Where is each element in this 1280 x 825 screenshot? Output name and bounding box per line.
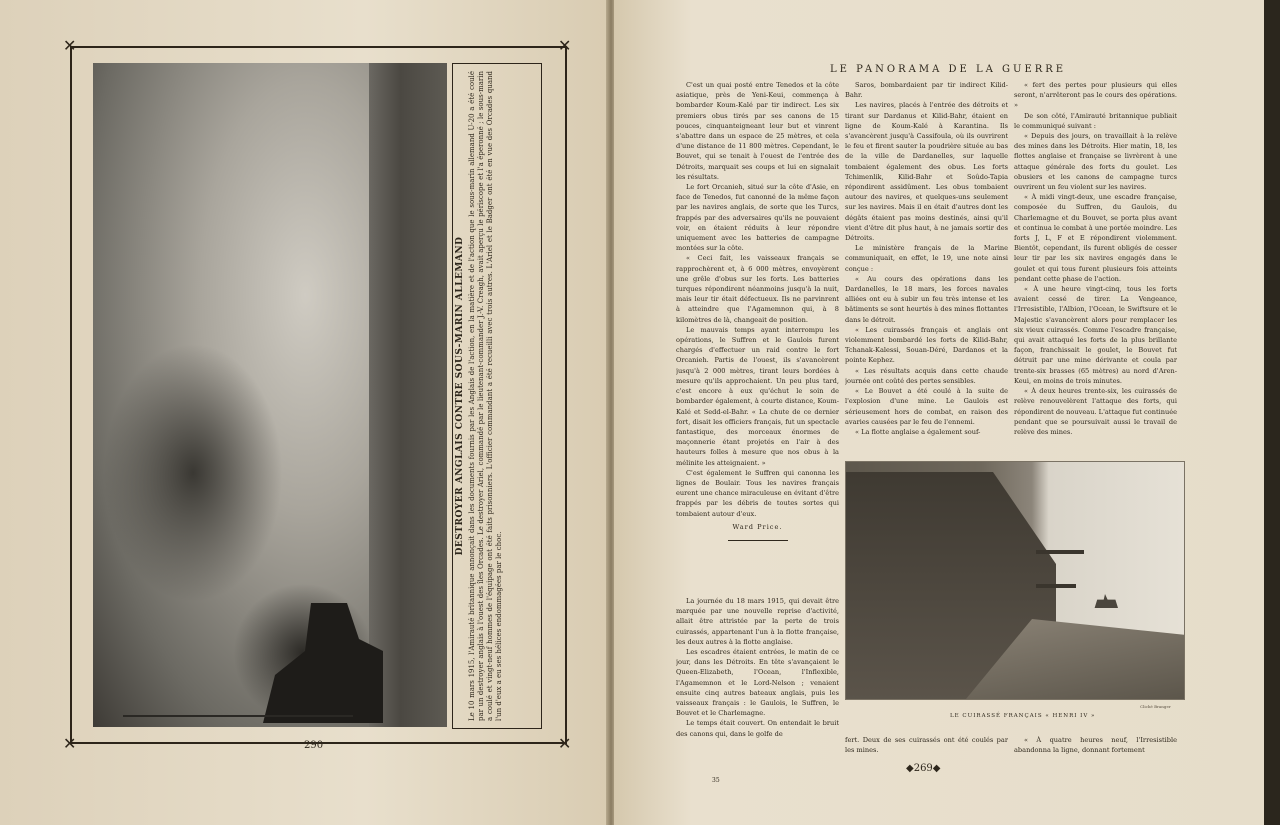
paragraph: La journée du 18 mars 1915, qui devait être marquée par une nouvelle reprise d'activité, allait être attristée par la perte de trois cuirassés, appartenant l'un à la flotte française, les deux autres à la flotte anglaise.: [676, 597, 839, 646]
paragraph: Le ministère français de la Marine communiquait, en effet, le 19, une note ainsi conçue :: [845, 244, 1008, 273]
paragraph: « À deux heures trente-six, les cuirassés de relève renouvelèrent l'attaque des forts, qui répondirent de nouveau. L'attaque fut continuée pendant que se poursuivait aussi le travail de relève des mines.: [1014, 387, 1177, 436]
photo-caption-box: [452, 63, 542, 729]
text-column-3-lower: [1014, 735, 1177, 755]
paragraph: C'est également le Suffren qui canonna les lignes de Boulair. Tous les navires français eurent une chance miraculeuse en évitant d'être frappés par les débris de toutes sortes qui tombaient autour d'eux.: [676, 468, 839, 518]
battleship-photo: [845, 461, 1185, 700]
paragraph: Le mauvais temps ayant interrompu les opérations, le Suffren et le Gaulois furent chargés d'effectuer un raid contre le fort Orcanieh. Partis de l'ouest, ils s'avancèrent jusqu'à 2 000 mètres, tirant leurs bordées à mesure qu'ils approchaient. Un peu plus tard, c'est encore à eux qu'échut le soin de bombarder également, à courte distance, Koum-Kalé et Sedd-el-Bahr. « La chute de ce dernier fort, disait les officiers français, fut un spectacle fantastique, des morceaux énormes de maçonnerie étant projetés en l'air à des hauteurs folles à mesure que nos obus à la mélinite les atteignaient. »: [676, 325, 839, 467]
section-divider: [728, 540, 788, 541]
text-column-2-lower: [845, 735, 1008, 755]
photo-gun: [1036, 550, 1084, 554]
left-page: [0, 0, 608, 825]
corner-ornament-icon: ✕: [558, 734, 572, 753]
paragraph: « Au cours des opérations dans les Dardanelles, le 18 mars, les forces navales alliées ont eu à subir un feu très intense et les bâtiments se sont heurtés à des mines flottantes dans le détroit.: [845, 274, 1008, 324]
author-signature: Ward Price.: [732, 522, 783, 531]
photo-rigging: [123, 715, 353, 717]
photo-gun: [1036, 584, 1076, 588]
corner-ornament-icon: ✕: [558, 36, 572, 55]
text-column-1-lower: [676, 596, 839, 756]
page-number: ◆269◆: [906, 763, 941, 774]
page-number-value: 269: [913, 763, 933, 774]
text-column-2: [845, 80, 1008, 452]
caption-rotated: [456, 71, 538, 721]
paragraph: « fert des pertes pour plusieurs qui elles seront, n'arrêteront pas le cours des opérations. »: [1014, 81, 1177, 110]
corner-ornament-icon: ✕: [63, 36, 77, 55]
frame-left: [70, 46, 72, 744]
paragraph: Le fort Orcanieh, situé sur la côte d'Asie, en face de Tenedos, fut canonné de la même façon par les navires anglais, de sorte que les Turcs, frappés par des adversaires qu'ils ne pouvaient voir, en étaient réduits à leur répondre uniquement avec les batteries de campagne montées sur la côte.: [676, 183, 839, 253]
paragraph: Les navires, placés à l'entrée des détroits et tirant sur Dardanus et Kilid-Bahr, étaient en ligne de Koum-Kalé à Karantina. Ils s'avancèrent jusqu'à Cassifoula, où ils ouvrirent le feu et firent sauter la poudrière située au bas de la ville de Dardanelles, sur laquelle tombaient également des obus. Les forts Tchimenlik, Kilid-Bahr et Soûdo-Tapia répondirent assidûment. Les obus tombaient autour des navires, et quelques-uns seulement sur les navires. Mais il en était d'autres dont les dégâts étaient pas moins destinés, ainsi qu'il vient d'être dit plus haut, à ne jamais sortir des Détroits.: [845, 101, 1008, 243]
paragraph: « La flotte anglaise a également souf-: [855, 427, 981, 436]
corner-ornament-icon: ✕: [63, 734, 77, 753]
frame-right: [565, 46, 567, 744]
photo-credit: Cliché Branger: [1140, 704, 1171, 709]
paragraph: « À quatre heures neuf, l'Irresistible abandonna la ligne, donnant fortement: [1014, 736, 1177, 755]
paragraph: « Depuis des jours, on travaillait à la relève des mines dans les Détroits. Hier matin, 18, les flottes anglaise et française se livrèrent à une attaque générale des forts du goulet. Les obusiers et les canons de campagne turcs ouvrirent un feu violent sur les navires.: [1014, 132, 1177, 192]
paragraph: « À une heure vingt-cinq, tous les forts avaient cessé de tirer. La Vengeance, l'Irresistible, l'Albion, l'Ocean, le Swiftsure et le Majestic s'avancèrent alors pour remplacer les six vieux cuirassés. Comme l'escadre française, qui avait attaqué les forts de la plus brillante façon, franchissait le goulet, le Bouvet fut détruit par une mine dérivante et coula par trente-six brasses (65 mètres) au nord d'Aren-Keui, en moins de trois minutes.: [1014, 285, 1177, 385]
paragraph: C'est un quai posté entre Tenedos et la côte asiatique, près de Yeni-Keui, commença à bombarder Koum-Kalé par tir indirect. Les six premiers obus tirés par ses canons de 15 pouces, cinquanteigneant leur but et vinrent s'abattre dans un espace de 25 mètres, et cela d'une distance de 11 800 mètres. Cependant, le Bouvet, qui se tenait à l'ouest de l'entrée des Détroits, marquait ses coups et lui en signalait les résultats.: [676, 81, 839, 181]
paragraph: Les escadres étaient entrées, le matin de ce jour, dans les Détroits. En tête s'avançaient le Queen-Elizabeth, l'Ocean, l'Inflexible, l'Agamemnon et le Lord-Nelson ; venaient ensuite cinq autres bateaux anglais, puis les vaisseaux français : le Gaulois, le Suffren, le Bouvet et le Charlemagne.: [676, 648, 839, 718]
paragraph: De son côté, l'Amirauté britannique publiait le communiqué suivant :: [1014, 111, 1177, 130]
destroyer-photo: [93, 63, 447, 727]
page-number: 290: [304, 740, 324, 751]
paragraph: fert. Deux de ses cuirassés ont été coulés par les mines.: [845, 736, 1008, 755]
paragraph: Le temps était couvert. On entendait le bruit des canons qui, dans le golfe de: [676, 719, 839, 738]
caption-title: DESTROYER ANGLAIS CONTRE SOUS-MARIN ALLEMAND: [455, 236, 465, 556]
running-head: LE PANORAMA DE LA GUERRE: [830, 64, 1067, 75]
frame-top: [70, 46, 567, 48]
photo-sea: [369, 63, 447, 727]
paragraph: « Les résultats acquis dans cette chaude journée ont coûté des pertes sensibles.: [845, 366, 1008, 385]
paragraph: Saros, bombardaient par tir indirect Kilid-Bahr.: [845, 81, 1008, 100]
paragraph: « Les cuirassés français et anglais ont violemment bombardé les forts de Kilid-Bahr, Tchanak-Kalessi, Souan-Déré, Dardanos et la pointe Kephez.: [845, 325, 1008, 365]
paragraph: « Ceci fait, les vaisseaux français se rapprochèrent et, à 6 000 mètres, envoyèrent une grêle d'obus sur les forts. Les batteries turques répondirent néanmoins jusqu'à la nuit, mais leur tir était défectueux. Ils ne parvinrent à atteindre que l'Agamemnon qui, à 8 kilomètres de là, changeait de position.: [676, 254, 839, 324]
text-column-1: [676, 80, 839, 585]
paragraph: « À midi vingt-deux, une escadre française, composée du Suffren, du Gaulois, du Charlemagne et du Bouvet, se porta plus avant et continua le combat à une portée moindre. Les forts J, L, F et E répondirent violemment. Bientôt, cependant, ils furent obligés de cesser leur tir par les six navires engagés dans le goulet et qui tous furent plusieurs fois atteints pendant cette phase de l'action.: [1014, 193, 1177, 283]
photo-caption: LE CUIRASSÉ FRANÇAIS « HENRI IV »: [950, 713, 1096, 719]
paragraph: « Le Bouvet a été coulé à la suite de l'explosion d'une mine. Le Gaulois est sérieusement hors de combat, en raison des avaries causées par le feu de l'ennemi.: [845, 387, 1008, 426]
caption-text: Le 10 mars 1915, l'Amirauté britannique annonçait dans les documents fournis par les Anglais de l'action, en la matière et de l'action que le sous-marin allemand U-20 a été coulé par un destroyer anglais à l'ouest des îles Orcades. Le destroyer Ariel, commandé par le lieutenant-commander J.-V. Creagh, avait aperçu le périscope et l'a éperonné ; le sous-marin a coulé et vingt-neuf hommes de l'équipage ont été faits prisonniers. L'officier commandant a été recueilli avec trois autres. L'Ariel et le Badger ont été en vue des Orcades quand l'un d'eux a eu ses hélices endommagées par le choc.: [468, 71, 503, 721]
photo-distant-ship: [1092, 594, 1118, 608]
signature-mark: 35: [712, 777, 720, 784]
book-edge: [1264, 0, 1280, 825]
text-column-3: [1014, 80, 1177, 452]
photo-smoke: [103, 343, 283, 603]
